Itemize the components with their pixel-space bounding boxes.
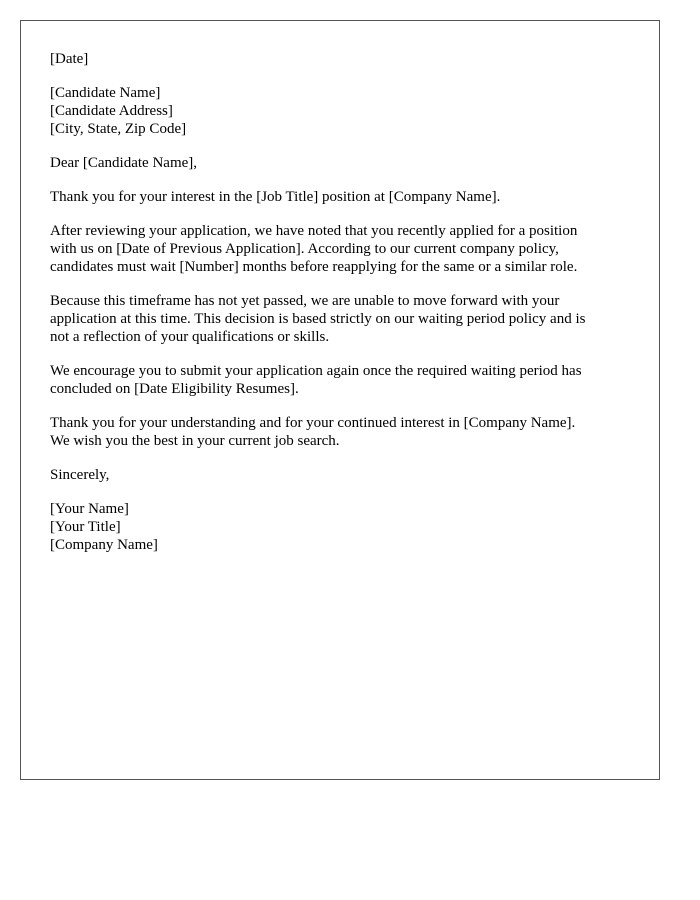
- paragraph-line: not a reflection of your qualifications or skills.: [50, 329, 330, 345]
- paragraph-line: After reviewing your application, we have noted that you recently applied for a position: [50, 223, 578, 239]
- recipient-city-state-zip: [City, State, Zip Code]: [50, 121, 187, 137]
- paragraph-line: with us on [Date of Previous Application]. According to our current company policy,: [50, 241, 559, 257]
- signature-company: [Company Name]: [50, 537, 158, 553]
- closing-block: [50, 466, 630, 484]
- paragraph-policy: [50, 222, 630, 276]
- salutation: Dear [Candidate Name],: [50, 155, 198, 171]
- paragraph-thanks: [50, 414, 630, 450]
- paragraph-decision: [50, 292, 630, 346]
- signature-name: [Your Name]: [50, 501, 129, 517]
- paragraph-intro: [50, 188, 630, 206]
- closing: Sincerely,: [50, 467, 110, 483]
- recipient-address: [Candidate Address]: [50, 103, 173, 119]
- letter-date: [Date]: [50, 51, 89, 67]
- paragraph-line: concluded on [Date Eligibility Resumes].: [50, 381, 299, 397]
- paragraph-line: Because this timeframe has not yet passed, we are unable to move forward with your: [50, 293, 560, 309]
- paragraph-line: Thank you for your interest in the [Job Title] position at [Company Name].: [50, 189, 501, 205]
- paragraph-line: We wish you the best in your current job search.: [50, 433, 340, 449]
- recipient-name: [Candidate Name]: [50, 85, 161, 101]
- salutation-block: [50, 154, 630, 172]
- paragraph-line: Thank you for your understanding and for your continued interest in [Company Name].: [50, 415, 576, 431]
- signature-block: [50, 500, 630, 554]
- letter-page: [20, 20, 660, 780]
- letter-body: [50, 50, 630, 570]
- paragraph-line: We encourage you to submit your application again once the required waiting period has: [50, 363, 582, 379]
- paragraph-line: candidates must wait [Number] months before reapplying for the same or a similar role.: [50, 259, 578, 275]
- paragraph-encouragement: [50, 362, 630, 398]
- recipient-address-block: [50, 84, 630, 138]
- signature-title: [Your Title]: [50, 519, 121, 535]
- paragraph-line: application at this time. This decision is based strictly on our waiting period policy and is: [50, 311, 586, 327]
- date-block: [50, 50, 630, 68]
